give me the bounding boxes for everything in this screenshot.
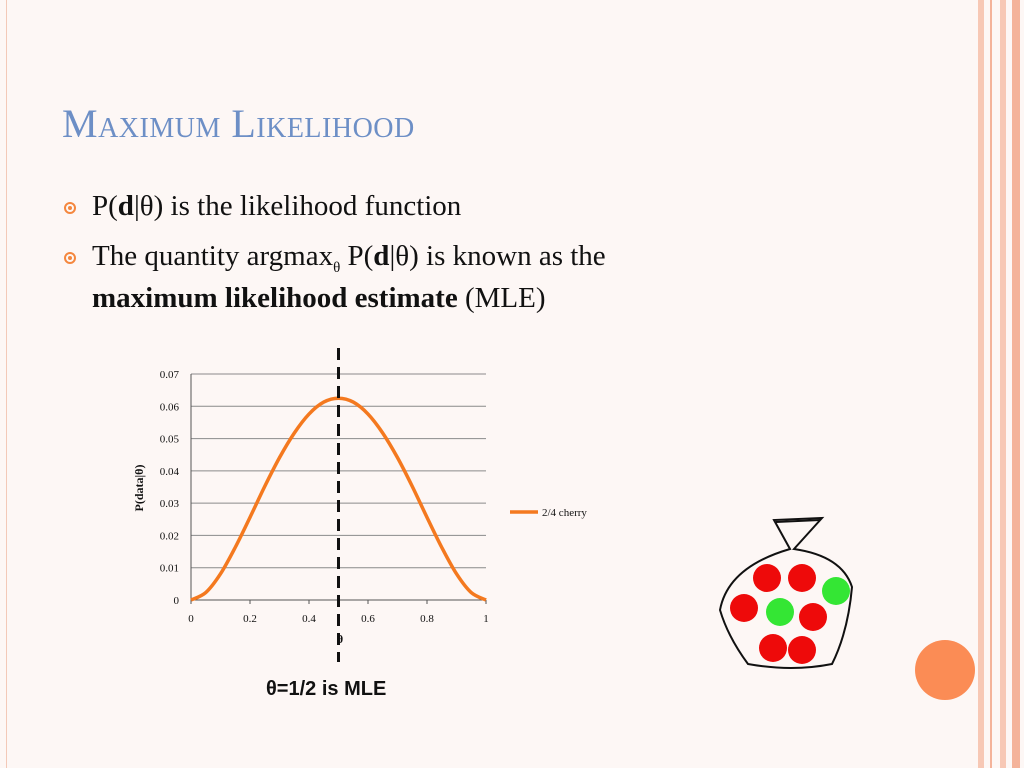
border-stripe <box>1000 0 1006 768</box>
green-candy <box>766 598 794 626</box>
candy-bag-illustration <box>712 512 862 682</box>
border-stripe <box>990 0 992 768</box>
x-tick-label: 0 <box>188 613 194 625</box>
bullet-2-line-1 <box>92 240 606 277</box>
bullet-icon <box>64 202 76 214</box>
y-tick-label: 0.05 <box>159 433 179 446</box>
y-tick-label: 0.04 <box>159 465 179 478</box>
bullet-1-suffix: is the likelihood function <box>163 190 462 222</box>
mle-term: maximum likelihood estimate <box>92 282 458 314</box>
y-tick-label: 0.06 <box>159 401 179 414</box>
red-candy <box>753 564 781 592</box>
y-tick-label: 0.03 <box>159 498 179 511</box>
x-tick-label: 1 <box>483 613 489 625</box>
y-tick-label: 0.07 <box>159 369 179 381</box>
x-axis-label: θ <box>336 632 344 646</box>
bullet-2-text-a: The quantity argmax <box>92 240 334 272</box>
bullet-1-middle: |θ) <box>133 190 164 222</box>
x-tick-label: 0.6 <box>361 613 375 625</box>
x-tick-label: 0.4 <box>302 613 316 625</box>
bullet-icon <box>64 252 76 264</box>
red-candy <box>759 634 787 662</box>
decorative-circle <box>915 640 975 700</box>
y-tick-label: 0 <box>173 595 179 607</box>
slide-title: Maximum Likelihood <box>62 101 415 146</box>
bullet-1 <box>92 190 461 223</box>
x-tick-label: 0.8 <box>420 613 434 625</box>
y-tick-label: 0.01 <box>159 562 179 575</box>
bullet-2-bold-d: d <box>373 240 390 272</box>
green-candy <box>822 577 850 605</box>
legend-label: 2/4 cherry <box>542 507 587 519</box>
red-candy <box>788 636 816 664</box>
likelihood-chart <box>110 340 640 670</box>
mle-abbrev: (MLE) <box>457 282 546 314</box>
bullet-1-bold: d <box>117 190 134 222</box>
red-candy <box>799 603 827 631</box>
y-axis-label: P(data|θ) <box>132 464 146 512</box>
y-tick-label: 0.02 <box>159 530 179 543</box>
border-stripe <box>978 0 984 768</box>
red-candy <box>730 594 758 622</box>
red-candy <box>788 564 816 592</box>
bullet-2-subscript: θ <box>333 259 341 276</box>
bullet-1-prefix: P( <box>92 190 118 222</box>
bullet-2-text-c: |θ) is known as the <box>389 240 606 272</box>
x-tick-label: 0.2 <box>243 613 257 625</box>
bullet-2-line-2 <box>92 282 545 315</box>
border-stripe <box>6 0 7 768</box>
mle-caption: θ=1/2 is MLE <box>266 678 387 700</box>
bullet-2-text-b: P( <box>340 240 374 272</box>
border-stripe <box>1012 0 1020 768</box>
